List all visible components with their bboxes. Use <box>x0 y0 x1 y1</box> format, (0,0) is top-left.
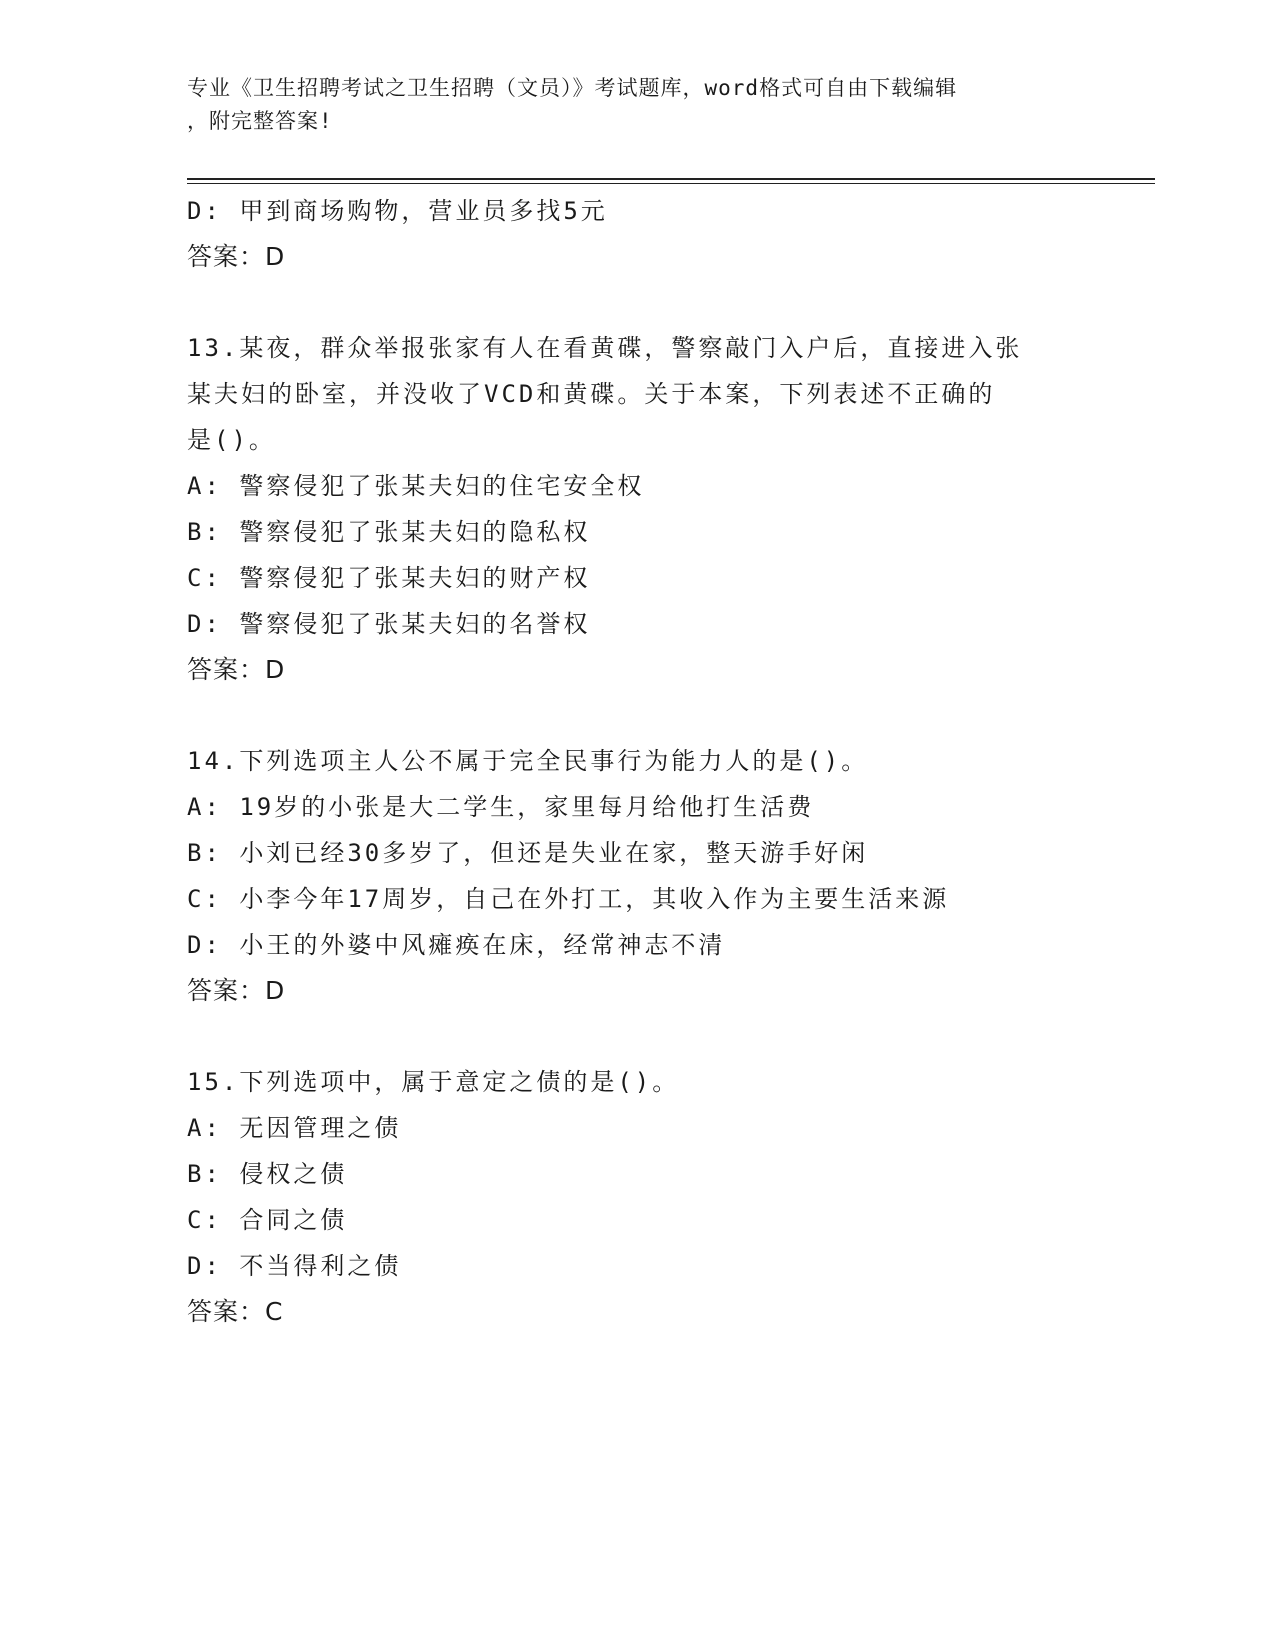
document-header <box>187 72 1087 138</box>
question-stem-line: 是()。 <box>187 426 276 454</box>
option-b: B: 小刘已经30多岁了，但还是失业在家，整天游手好闲 <box>187 839 869 867</box>
question-list <box>187 188 1087 1335</box>
question-stem-line: 15.下列选项中，属于意定之债的是()。 <box>187 1068 680 1096</box>
header-line-1: 专业《卫生招聘考试之卫生招聘（文员）》考试题库，word格式可自由下载编辑 <box>187 76 958 100</box>
answer-label: 答案：D <box>187 242 286 271</box>
option-a: A: 警察侵犯了张某夫妇的住宅安全权 <box>187 472 645 500</box>
answer-label: 答案：D <box>187 976 286 1005</box>
spacer <box>187 693 1087 738</box>
option-d: D: 不当得利之债 <box>187 1252 402 1280</box>
header-divider-thick <box>187 178 1155 180</box>
question-12-tail <box>187 188 1087 280</box>
option-b: B: 侵权之债 <box>187 1160 348 1188</box>
spacer <box>187 280 1087 325</box>
option-c: C: 小李今年17周岁，自己在外打工，其收入作为主要生活来源 <box>187 885 950 913</box>
option-b: B: 警察侵犯了张某夫妇的隐私权 <box>187 518 591 546</box>
spacer <box>187 1014 1087 1059</box>
option-d: D: 甲到商场购物，营业员多找5元 <box>187 197 608 225</box>
option-d: D: 警察侵犯了张某夫妇的名誉权 <box>187 610 591 638</box>
option-c: C: 合同之债 <box>187 1206 348 1234</box>
question-stem-line: 14.下列选项主人公不属于完全民事行为能力人的是()。 <box>187 747 869 775</box>
question-14 <box>187 738 1087 1014</box>
header-divider-thin <box>187 183 1155 184</box>
option-d: D: 小王的外婆中风瘫痪在床，经常神志不清 <box>187 931 726 959</box>
question-stem-line: 13.某夜，群众举报张家有人在看黄碟，警察敲门入户后，直接进入张 <box>187 334 1023 362</box>
option-a: A: 19岁的小张是大二学生，家里每月给他打生活费 <box>187 793 815 821</box>
answer-label: 答案：C <box>187 1297 284 1326</box>
option-c: C: 警察侵犯了张某夫妇的财产权 <box>187 564 591 592</box>
header-line-2: ，附完整答案! <box>187 109 333 133</box>
option-a: A: 无因管理之债 <box>187 1114 402 1142</box>
question-15 <box>187 1059 1087 1335</box>
answer-label: 答案：D <box>187 655 286 684</box>
question-13 <box>187 325 1087 693</box>
question-stem-line: 某夫妇的卧室，并没收了VCD和黄碟。关于本案，下列表述不正确的 <box>187 380 996 408</box>
